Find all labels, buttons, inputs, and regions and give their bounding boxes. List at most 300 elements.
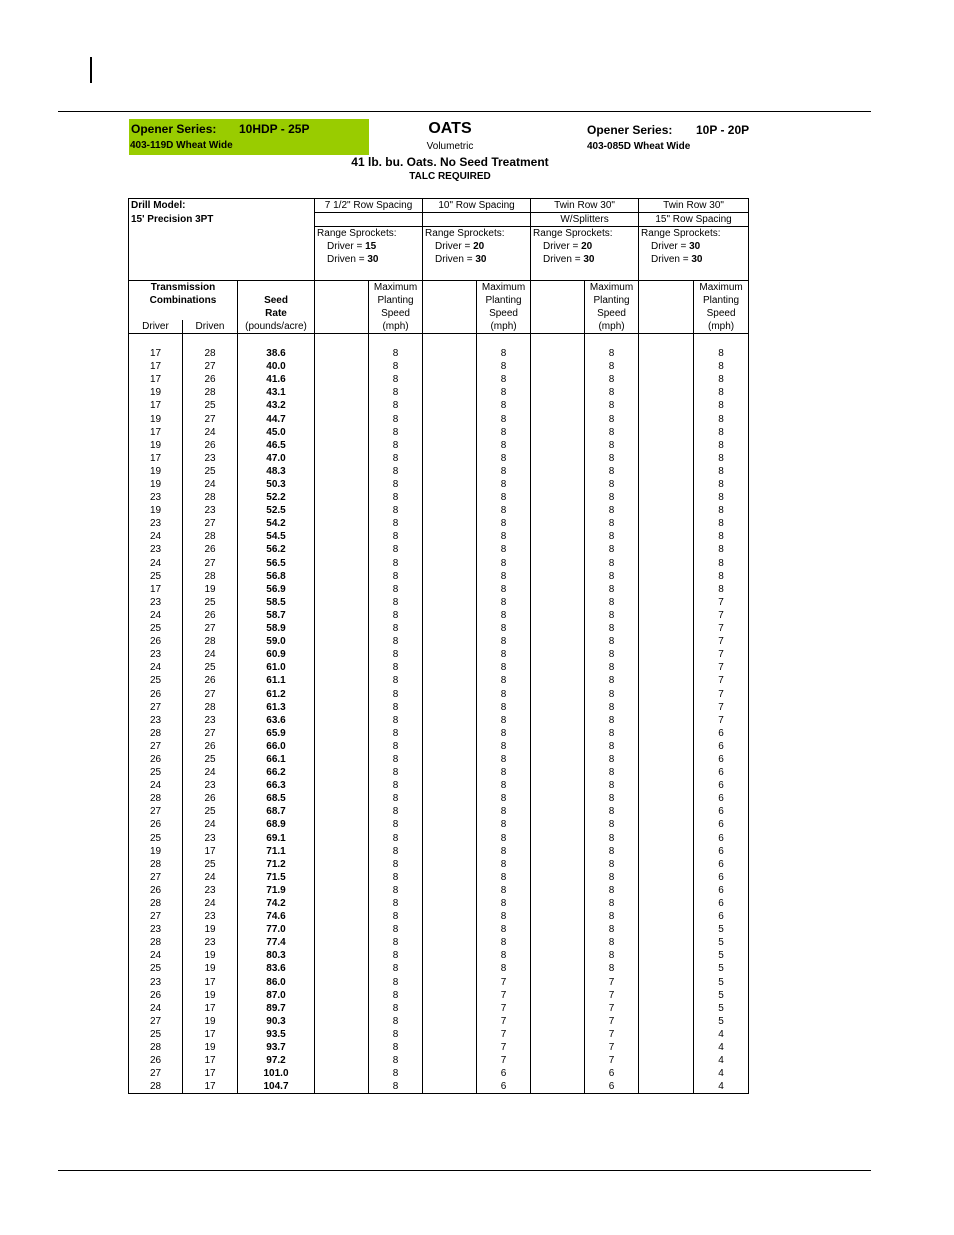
spacer-cell: [315, 478, 369, 491]
speed-cell-3: 8: [585, 661, 639, 674]
table-row: [129, 478, 749, 491]
spacer-cell: [315, 596, 369, 609]
spacer-cell: [531, 845, 585, 858]
speed-cell-1: 8: [369, 753, 423, 766]
driven-cell: 24: [183, 818, 238, 831]
spacer-cell: [531, 452, 585, 465]
spacer-cell: [639, 779, 694, 792]
spacer-cell: [423, 1002, 477, 1015]
speed-cell-3: 8: [585, 635, 639, 648]
spacer-cell: [315, 1067, 369, 1080]
table-row: [129, 530, 749, 543]
spacer-cell: [639, 1080, 694, 1094]
spacer-cell: [639, 858, 694, 871]
colhead-row-4: [129, 320, 749, 334]
speed-cell-4: 8: [694, 530, 749, 543]
spacer-cell: [423, 635, 477, 648]
spacer-cell: [639, 740, 694, 753]
speed-cell-2: 8: [477, 452, 531, 465]
spacer-cell: [315, 386, 369, 399]
driven-cell: 27: [183, 557, 238, 570]
driver-cell: 26: [129, 1054, 183, 1067]
driver-cell: 23: [129, 976, 183, 989]
spacer-cell: [639, 1054, 694, 1067]
speed-cell-4: 7: [694, 674, 749, 687]
speed-cell-1: 8: [369, 478, 423, 491]
driven-cell: 19: [183, 989, 238, 1002]
speed-cell-2: 8: [477, 832, 531, 845]
spacer-cell: [315, 622, 369, 635]
seed-rate-cell: 71.9: [238, 884, 315, 897]
driver-cell: 17: [129, 373, 183, 386]
seed-rate-cell: 101.0: [238, 1067, 315, 1080]
table-row: [129, 949, 749, 962]
table-row: [129, 962, 749, 975]
spacer-cell: [423, 740, 477, 753]
table-row: [129, 989, 749, 1002]
speed-cell-2: 6: [477, 1067, 531, 1080]
spacer-cell: [423, 727, 477, 740]
driver-cell: 27: [129, 1015, 183, 1028]
driver-cell: 27: [129, 1067, 183, 1080]
speed-cell-3: 8: [585, 465, 639, 478]
table-row: [129, 596, 749, 609]
spacer-cell: [639, 504, 694, 517]
seed-rate-cell: 71.5: [238, 871, 315, 884]
speed-cell-2: 8: [477, 727, 531, 740]
speed-cell-4: 8: [694, 373, 749, 386]
seed-rate-cell: 60.9: [238, 648, 315, 661]
spacer-cell: [423, 570, 477, 583]
spacer-cell: [639, 439, 694, 452]
spacer-cell: [639, 399, 694, 412]
spacer-cell: [531, 962, 585, 975]
speed-cell-1: 8: [369, 779, 423, 792]
speed-cell-2: 7: [477, 1002, 531, 1015]
speed-cell-2: 8: [477, 792, 531, 805]
speed-cell-1: 8: [369, 583, 423, 596]
driven-cell: 23: [183, 936, 238, 949]
speed-cell-4: 7: [694, 596, 749, 609]
spacer-cell: [531, 740, 585, 753]
bottom-rule: [58, 1170, 871, 1171]
driven-cell: 27: [183, 622, 238, 635]
spacer-cell: [531, 360, 585, 373]
spacer-cell: [531, 897, 585, 910]
speed-cell-1: 8: [369, 897, 423, 910]
driven-cell: 19: [183, 949, 238, 962]
spacer-cell: [639, 347, 694, 360]
driven-cell: 27: [183, 517, 238, 530]
seed-rate-cell: 52.2: [238, 491, 315, 504]
speed-cell-3: 8: [585, 596, 639, 609]
spacer-cell: [423, 753, 477, 766]
table-row: [129, 923, 749, 936]
spacer-cell: [531, 504, 585, 517]
spacer-cell: [315, 740, 369, 753]
driver-cell: 19: [129, 504, 183, 517]
seed-rate-chart: [128, 198, 749, 1094]
speed-cell-1: 8: [369, 504, 423, 517]
speed-cell-1: 8: [369, 557, 423, 570]
speed-cell-4: 6: [694, 884, 749, 897]
speed-cell-3: 8: [585, 936, 639, 949]
spacer-cell: [531, 779, 585, 792]
driver-cell: 24: [129, 530, 183, 543]
spacer-cell: [639, 648, 694, 661]
speed-cell-3: 8: [585, 674, 639, 687]
range-driven-3: Driven = 30: [531, 253, 639, 266]
speed-cell-4: 6: [694, 792, 749, 805]
driver-cell: 23: [129, 491, 183, 504]
seed-rate-cell: 56.8: [238, 570, 315, 583]
speed-cell-2: 7: [477, 976, 531, 989]
table-row: [129, 910, 749, 923]
spacing-4-line2: 15" Row Spacing: [639, 213, 749, 227]
speed-cell-2: 7: [477, 1041, 531, 1054]
speed-cell-3: 8: [585, 779, 639, 792]
spacer-cell: [531, 386, 585, 399]
speed-cell-4: 4: [694, 1028, 749, 1041]
spacer-cell: [315, 674, 369, 687]
speed-cell-3: 7: [585, 1041, 639, 1054]
seed-rate-cell: 40.0: [238, 360, 315, 373]
speed-cell-2: 8: [477, 740, 531, 753]
speed-cell-3: 8: [585, 543, 639, 556]
speed-cell-4: 8: [694, 439, 749, 452]
seed-rate-cell: 90.3: [238, 1015, 315, 1028]
seed-rate-cell: 66.2: [238, 766, 315, 779]
spacer-cell: [531, 570, 585, 583]
driver-cell: 19: [129, 439, 183, 452]
driver-cell: 17: [129, 426, 183, 439]
speed-cell-2: 8: [477, 779, 531, 792]
speed-cell-3: 8: [585, 648, 639, 661]
driven-cell: 17: [183, 1002, 238, 1015]
speed-cell-1: 8: [369, 962, 423, 975]
spacer-cell: [423, 373, 477, 386]
spacer-cell: [315, 753, 369, 766]
spacer-cell: [423, 399, 477, 412]
spacer-cell: [423, 910, 477, 923]
table-row: [129, 727, 749, 740]
spacer-cell: [423, 766, 477, 779]
spacer-cell: [423, 386, 477, 399]
spacer-cell: [531, 1041, 585, 1054]
transmission-label: Transmission: [129, 280, 238, 294]
driver-cell: 26: [129, 753, 183, 766]
speed-cell-4: 8: [694, 386, 749, 399]
spacer-cell: [639, 557, 694, 570]
spacer-cell: [639, 845, 694, 858]
spacer-cell: [531, 609, 585, 622]
spacer-cell: [639, 871, 694, 884]
spacer-cell: [639, 897, 694, 910]
speed-cell-4: 5: [694, 1015, 749, 1028]
speed-cell-4: 6: [694, 805, 749, 818]
spacer-cell: [639, 1067, 694, 1080]
table-row: [129, 504, 749, 517]
speed-cell-1: 8: [369, 360, 423, 373]
spacer-cell: [315, 962, 369, 975]
spacer-cell: [531, 910, 585, 923]
spacer-cell: [423, 347, 477, 360]
spacer-cell: [531, 936, 585, 949]
spacer-cell: [531, 766, 585, 779]
speed-cell-1: 8: [369, 727, 423, 740]
seed-rate-cell: 74.6: [238, 910, 315, 923]
driver-cell: 27: [129, 805, 183, 818]
spacer-cell: [531, 399, 585, 412]
spacer-cell: [423, 426, 477, 439]
table-row: [129, 687, 749, 700]
speed-cell-2: 8: [477, 596, 531, 609]
driven-cell: 25: [183, 596, 238, 609]
driver-cell: 23: [129, 517, 183, 530]
driven-cell: 28: [183, 570, 238, 583]
speed-cell-2: 8: [477, 543, 531, 556]
spacer-cell: [423, 949, 477, 962]
table-row: [129, 373, 749, 386]
table-row: [129, 1002, 749, 1015]
speed-cell-3: 8: [585, 714, 639, 727]
speed-cell-2: 8: [477, 687, 531, 700]
spacer-cell: [423, 779, 477, 792]
spacer-cell: [531, 701, 585, 714]
speed-cell-3: 8: [585, 491, 639, 504]
speed-cell-2: 8: [477, 530, 531, 543]
spacer-cell: [531, 727, 585, 740]
speed-word-4: Speed: [694, 307, 749, 320]
speed-cell-1: 8: [369, 570, 423, 583]
spacer-cell: [423, 583, 477, 596]
driver-cell: 24: [129, 557, 183, 570]
speed-cell-1: 8: [369, 871, 423, 884]
table-row: [129, 1028, 749, 1041]
speed-cell-2: 8: [477, 478, 531, 491]
spacer-cell: [315, 1028, 369, 1041]
speed-cell-3: 8: [585, 727, 639, 740]
driven-cell: 19: [183, 923, 238, 936]
driver-cell: 17: [129, 399, 183, 412]
spacer-cell: [639, 805, 694, 818]
spacer-cell: [315, 805, 369, 818]
driver-cell: 26: [129, 687, 183, 700]
speed-cell-3: 8: [585, 740, 639, 753]
spacer-cell: [531, 805, 585, 818]
right-part-number: 403-085D Wheat Wide: [587, 141, 691, 152]
table-row: [129, 517, 749, 530]
speed-cell-1: 8: [369, 910, 423, 923]
speed-cell-2: 8: [477, 923, 531, 936]
range-label-3: Range Sprockets:: [531, 227, 639, 241]
driven-cell: 19: [183, 1015, 238, 1028]
speed-cell-3: 8: [585, 949, 639, 962]
seed-rate-cell: 66.1: [238, 753, 315, 766]
speed-cell-3: 8: [585, 858, 639, 871]
speed-cell-4: 7: [694, 661, 749, 674]
spacer-cell: [639, 635, 694, 648]
seed-rate-cell: 93.5: [238, 1028, 315, 1041]
spacer-cell: [423, 976, 477, 989]
speed-cell-4: 4: [694, 1067, 749, 1080]
range-label-2: Range Sprockets:: [423, 227, 531, 241]
driver-cell: 24: [129, 1002, 183, 1015]
speed-cell-4: 8: [694, 360, 749, 373]
spacer-cell: [423, 936, 477, 949]
table-row: [129, 792, 749, 805]
driver-cell: 24: [129, 779, 183, 792]
speed-cell-3: 8: [585, 818, 639, 831]
speed-cell-3: 8: [585, 845, 639, 858]
spacer-cell: [315, 609, 369, 622]
right-opener-label: Opener Series:: [587, 123, 673, 137]
spacer-cell: [315, 373, 369, 386]
speed-cell-1: 8: [369, 439, 423, 452]
spacer-cell: [423, 452, 477, 465]
speed-cell-1: 8: [369, 386, 423, 399]
spacer-cell: [315, 687, 369, 700]
speed-cell-3: 8: [585, 609, 639, 622]
spacer-cell: [639, 989, 694, 1002]
spacer-cell: [423, 858, 477, 871]
spacer-cell: [423, 596, 477, 609]
speed-cell-2: 8: [477, 818, 531, 831]
speed-cell-3: 8: [585, 962, 639, 975]
table-row: [129, 832, 749, 845]
spacer-cell: [639, 687, 694, 700]
spacer-cell: [315, 491, 369, 504]
speed-cell-2: 8: [477, 622, 531, 635]
drill-model-label: Drill Model:: [129, 199, 315, 213]
speed-cell-3: 8: [585, 923, 639, 936]
speed-cell-2: 7: [477, 1015, 531, 1028]
speed-cell-3: 8: [585, 517, 639, 530]
table-row: [129, 491, 749, 504]
speed-cell-1: 8: [369, 674, 423, 687]
speed-cell-1: 8: [369, 792, 423, 805]
driver-cell: 26: [129, 989, 183, 1002]
driven-cell: 28: [183, 347, 238, 360]
speed-cell-1: 8: [369, 622, 423, 635]
table-row: [129, 439, 749, 452]
planting-label-1: Planting: [369, 294, 423, 307]
spacer-cell: [423, 962, 477, 975]
spacer-cell: [639, 478, 694, 491]
spacer-cell: [315, 543, 369, 556]
speed-cell-4: 6: [694, 727, 749, 740]
table-row: [129, 818, 749, 831]
speed-cell-4: 4: [694, 1041, 749, 1054]
spacer-cell: [531, 1028, 585, 1041]
spacer-cell: [639, 622, 694, 635]
speed-cell-2: 8: [477, 439, 531, 452]
driver-cell: 27: [129, 910, 183, 923]
seed-rate-cell: 58.5: [238, 596, 315, 609]
speed-cell-2: 8: [477, 465, 531, 478]
driven-cell: 19: [183, 1041, 238, 1054]
speed-cell-1: 8: [369, 413, 423, 426]
combinations-label: Combinations: [129, 294, 238, 307]
driver-cell: 17: [129, 347, 183, 360]
range-label-1: Range Sprockets:: [315, 227, 423, 241]
speed-cell-2: 8: [477, 884, 531, 897]
speed-cell-3: 8: [585, 766, 639, 779]
spacer-cell: [315, 792, 369, 805]
speed-cell-3: 8: [585, 897, 639, 910]
spacer-cell: [315, 1080, 369, 1094]
spacing-4-line1: Twin Row 30": [639, 199, 749, 213]
driven-cell: 27: [183, 727, 238, 740]
speed-cell-3: 8: [585, 347, 639, 360]
driven-cell: 23: [183, 910, 238, 923]
driven-cell: 19: [183, 583, 238, 596]
spacer-cell: [315, 426, 369, 439]
spacer-cell: [531, 439, 585, 452]
spacer-cell: [423, 439, 477, 452]
spacer-cell: [423, 609, 477, 622]
spacer-cell: [315, 936, 369, 949]
spacer-cell: [639, 543, 694, 556]
seed-rate-cell: 77.4: [238, 936, 315, 949]
speed-cell-3: 7: [585, 1015, 639, 1028]
speed-label-4: Maximum: [694, 280, 749, 294]
driver-cell: 27: [129, 740, 183, 753]
speed-cell-3: 6: [585, 1080, 639, 1094]
spacer-cell: [639, 517, 694, 530]
table-row: [129, 399, 749, 412]
spacer-cell: [531, 884, 585, 897]
driver-cell: 19: [129, 413, 183, 426]
spacer-cell: [315, 1002, 369, 1015]
speed-cell-4: 8: [694, 347, 749, 360]
table-row: [129, 609, 749, 622]
spacer-cell: [423, 897, 477, 910]
right-opener-value: 10P - 20P: [696, 123, 750, 137]
speed-cell-1: 8: [369, 373, 423, 386]
speed-cell-3: 8: [585, 583, 639, 596]
speed-cell-4: 6: [694, 779, 749, 792]
driven-cell: 27: [183, 360, 238, 373]
header-row-1: [129, 199, 749, 213]
spacer-cell: [639, 661, 694, 674]
speed-cell-4: 8: [694, 413, 749, 426]
speed-cell-4: 8: [694, 452, 749, 465]
speed-cell-1: 8: [369, 858, 423, 871]
driven-cell: 24: [183, 648, 238, 661]
speed-cell-4: 8: [694, 517, 749, 530]
driven-cell: 17: [183, 1067, 238, 1080]
spacer-cell: [315, 701, 369, 714]
spacer-cell: [423, 543, 477, 556]
speed-cell-2: 8: [477, 661, 531, 674]
driver-cell: 23: [129, 543, 183, 556]
spacer-cell: [315, 884, 369, 897]
speed-cell-2: 8: [477, 517, 531, 530]
speed-cell-3: 8: [585, 805, 639, 818]
table-row: [129, 465, 749, 478]
driver-cell: 19: [129, 845, 183, 858]
spacer-cell: [315, 635, 369, 648]
range-driven-2: Driven = 30: [423, 253, 531, 266]
speed-cell-2: 6: [477, 1080, 531, 1094]
speed-cell-1: 8: [369, 399, 423, 412]
speed-cell-1: 8: [369, 701, 423, 714]
spacer-cell: [423, 832, 477, 845]
speed-cell-1: 8: [369, 465, 423, 478]
spacer-cell: [531, 818, 585, 831]
margin-mark: [90, 57, 92, 83]
